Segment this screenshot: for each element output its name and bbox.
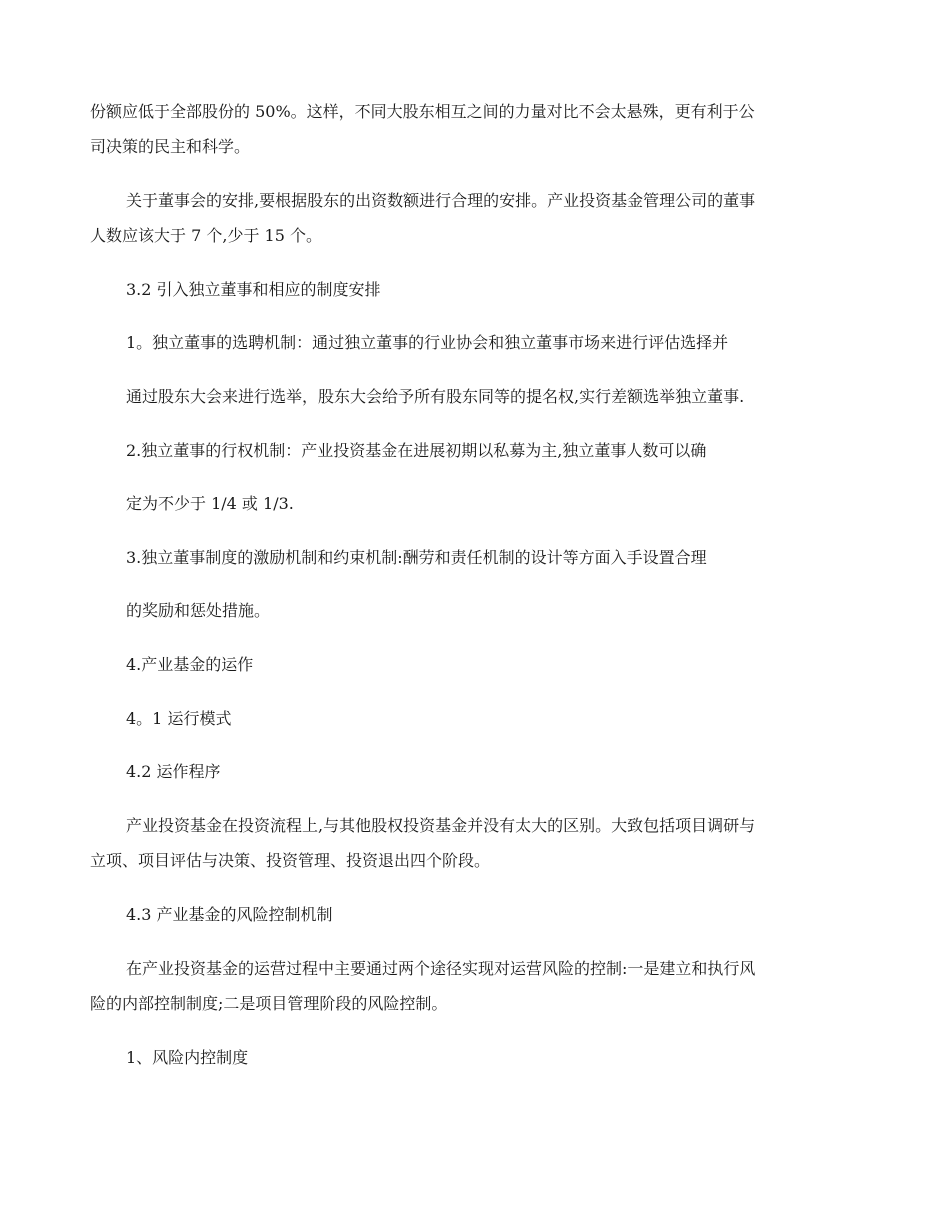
body-text-line: 司决策的民主和科学。 [90,137,251,156]
list-item-text: 2.独立董事的行权机制：产业投资基金在进展初期以私募为主,独立董事人数可以确 [126,441,707,460]
body-text-line: 立项、项目评估与决策、投资管理、投资退出四个阶段。 [90,851,491,870]
list-item-text: 3.独立董事制度的激励机制和约束机制:酬劳和责任机制的设计等方面入手设置合理 [126,548,707,567]
subsection-heading: 4.3 产业基金的风险控制机制 [126,905,333,924]
list-item-text: 1。独立董事的选聘机制：通过独立董事的行业协会和独立董事市场来进行评估选择并 [126,333,729,352]
body-text-line: 产业投资基金在投资流程上,与其他股权投资基金并没有太大的区别。大致包括项目调研与 [126,816,756,835]
section-heading: 4.产业基金的运作 [126,655,254,674]
subsection-heading: 4.2 运作程序 [126,762,221,781]
list-item-text: 定为不少于 1/4 或 1/3. [126,494,294,513]
body-text-line: 在产业投资基金的运营过程中主要通过两个途径实现对运营风险的控制:一是建立和执行风 [126,959,756,978]
body-text-line: 关于董事会的安排,要根据股东的出资数额进行合理的安排。产业投资基金管理公司的董事 [126,191,756,210]
body-text-line: 险的内部控制制度;二是项目管理阶段的风险控制。 [90,994,448,1013]
section-heading: 3.2 引入独立董事和相应的制度安排 [126,280,381,299]
list-item-text: 1、风险内控制度 [126,1048,249,1067]
list-item-text: 通过股东大会来进行选举，股东大会给予所有股东同等的提名权,实行差额选举独立董事. [126,387,745,406]
body-text-line: 份额应低于全部股份的 50%。这样，不同大股东相互之间的力量对比不会太悬殊，更有利于公 [90,102,755,121]
subsection-heading: 4。1 运行模式 [126,709,232,728]
body-text-line: 人数应该大于 7 个,少于 15 个。 [90,226,322,245]
list-item-text: 的奖励和惩处措施。 [126,601,271,620]
